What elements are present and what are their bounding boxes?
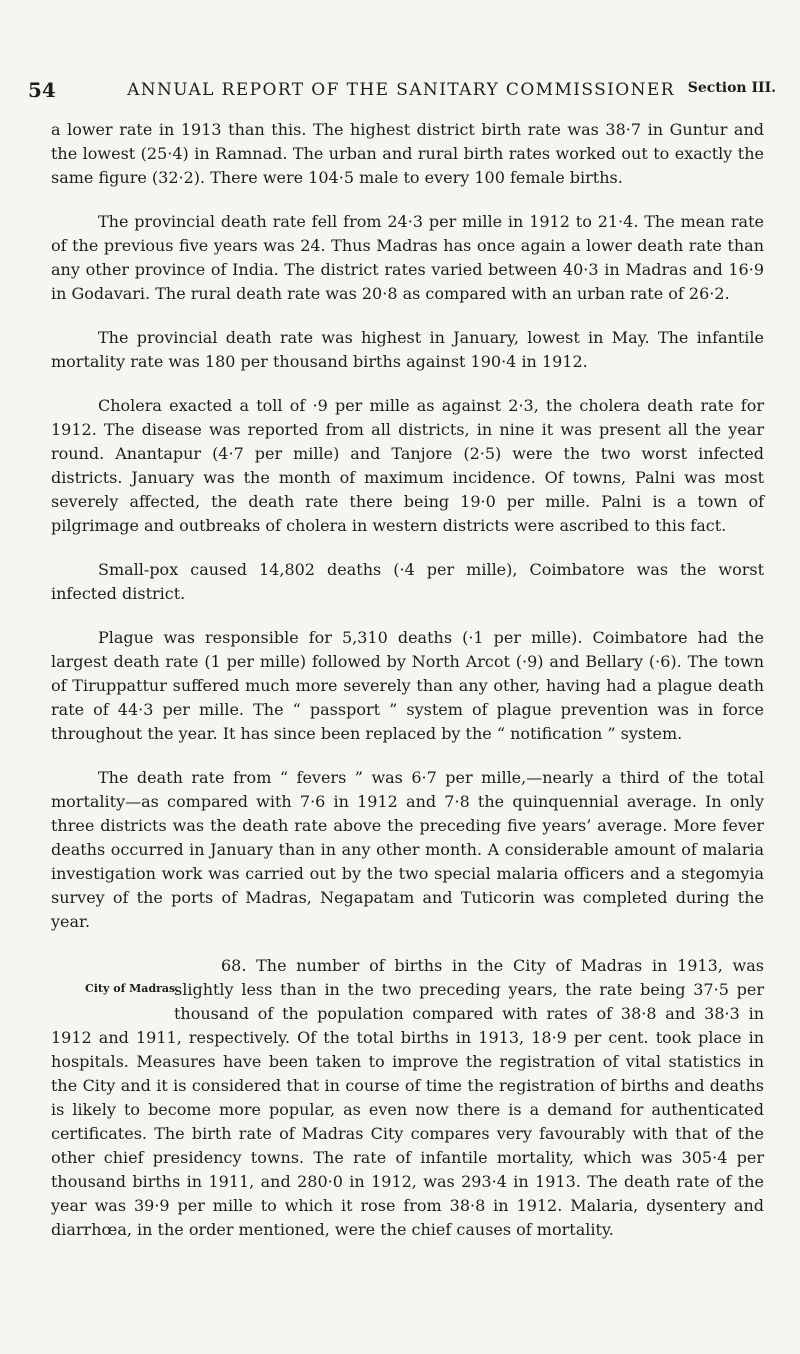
section-label: Section III. (687, 80, 776, 96)
running-title: ANNUAL REPORT OF THE SANITARY COMMISSIONER (127, 80, 675, 100)
body-text (51, 118, 764, 1262)
page-number: 54 (28, 78, 56, 102)
paragraph-small-pox: Small-pox caused 14,802 deaths (·4 per mille), Coimbatore was the worst infected district. (51, 560, 764, 603)
side-heading-label: City of Madras. (85, 982, 180, 995)
paragraph-infantile-mortality: The provincial death rate was highest in January, lowest in May. The infantile mortality rate was 180 per thousand births against 190·4 in 1912. (51, 328, 764, 371)
paragraph-cholera: Cholera exacted a toll of ·9 per mille as against 2·3, the cholera death rate for 1912. The disease was reported from all districts, in nine it was present all the year round. Anantapur (4·7 per mille) and Tanjore (2·5) were the two worst infected districts. January was the month of maximum incidence. Of towns, Palni was most severely affected, the death rate there being 19·0 per mille. Palni is a town of pilgrimage and outbreaks of cholera in western districts were ascribed to this fact. (51, 396, 764, 535)
side-heading (0, 954, 180, 1024)
paragraph-fevers: The death rate from “ fevers ” was 6·7 per mille,—nearly a third of the total mortality—as compared with 7·6 in 1912 and 7·8 the quinquennial average. In only three districts was the death rate above the preceding five years’ average. More fever deaths occurred in January than in any other month. A considerable amount of malaria investigation work was carried out by the two special malaria officers and a stegomyia survey of the ports of Madras, Negapatam and Tuticorin was completed during the year. (51, 768, 764, 931)
paragraph-death-rate: The provincial death rate fell from 24·3 per mille in 1912 to 21·4. The mean rate of the previous five years was 24. Thus Madras has once again a lower death rate than any other province of India. The district rates varied between 40·3 in Madras and 16·9 in Godavari. The rural death rate was 20·8 as compared with an urban rate of 26·2. (51, 212, 764, 303)
paragraph-birth-rates: a lower rate in 1913 than this. The highest district birth rate was 38·7 in Guntur and the lowest (25·4) in Ramnad. The urban and rural birth rates worked out to exactly the same figure (32·2). There were 104·5 male to every 100 female births. (51, 120, 764, 187)
city-of-madras-section (51, 954, 764, 1242)
page-header (26, 78, 776, 104)
paragraph-plague: Plague was responsible for 5,310 deaths (·1 per mille). Coimbatore had the largest death rate (1 per mille) followed by North Arcot (·9) and Bellary (·6). The town of Tiruppattur suffered much more severely than any other, having had a plague death rate of 44·3 per mille. The “ passport ” system of plague prevention was in force throughout the year. It has since been replaced by the “ notification ” system. (51, 628, 764, 743)
paragraph-city-of-madras: 68. The number of births in the City of Madras in 1913, was slightly less than in the two preceding years, the rate being 37·5 per thousand of the population compared with rates of 38·8 and 38·3 in 1912 and 1911, respectively. Of the total births in 1913, 18·9 per cent. took place in hospitals. Measures have been taken to improve the registration of vital statistics in the City and it is considered that in course of time the registration of births and deaths is likely to become more popular, as even now there is a demand for authenticated certificates. The birth rate of Madras City compares very favourably with that of the other chief presidency towns. The rate of infantile mortality, which was 305·4 per thousand births in 1911, and 280·0 in 1912, was 293·4 in 1913. The death rate of the year was 39·9 per mille to which it rose from 38·8 in 1912. Malaria, dysentery and diarrhœa, in the order mentioned, were the chief causes of mortality. (51, 956, 764, 1239)
